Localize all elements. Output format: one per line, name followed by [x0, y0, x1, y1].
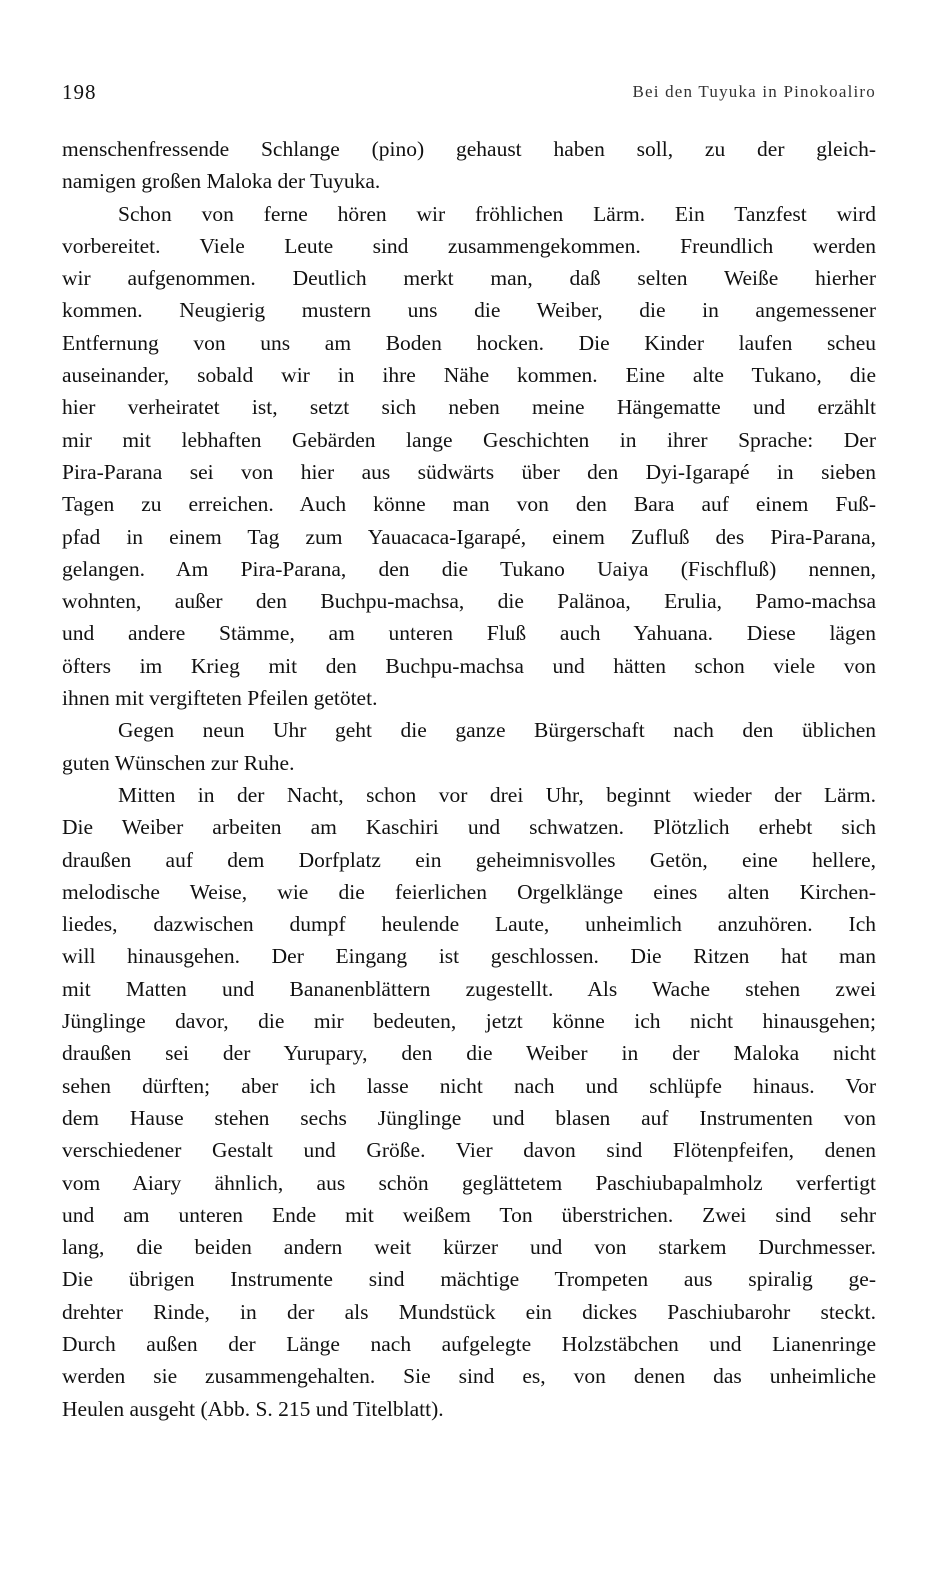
text-line: kommen. Neugierig mustern uns die Weiber, die in angemessener: [62, 298, 876, 323]
text-line: Entfernung von uns am Boden hocken. Die Kinder laufen scheu: [62, 330, 876, 355]
paragraph: [62, 714, 876, 779]
text-line: mir mit lebhaften Gebärden lange Geschichten in ihrer Sprache: Der: [62, 427, 876, 452]
text-line: Pira-Parana sei von hier aus südwärts über den Dyi-Igarapé in sieben: [62, 459, 876, 484]
body-text: [62, 133, 876, 1425]
running-head: Bei den Tuyuka in Pinokoaliro: [632, 82, 876, 101]
text-line: Heulen ausgeht (Abb. S. 215 und Titelblatt).: [62, 1396, 444, 1421]
text-line: verschiedener Gestalt und Größe. Vier davon sind Flötenpfeifen, denen: [62, 1138, 876, 1163]
text-line: will hinausgehen. Der Eingang ist geschlossen. Die Ritzen hat man: [62, 944, 876, 969]
text-line: Mitten in der Nacht, schon vor drei Uhr, beginnt wieder der Lärm.: [118, 782, 876, 807]
paragraph: [62, 779, 876, 1425]
text-line: lang, die beiden andern weit kürzer und von starkem Durchmesser.: [62, 1235, 876, 1260]
text-line: sehen dürften; aber ich lasse nicht nach und schlüpfe hinaus. Vor: [62, 1073, 876, 1098]
text-line: Tagen zu erreichen. Auch könne man von den Bara auf einem Fuß-: [62, 492, 876, 517]
text-line: auseinander, sobald wir in ihre Nähe kommen. Eine alte Tukano, die: [62, 363, 876, 388]
text-line: vorbereitet. Viele Leute sind zusammengekommen. Freundlich werden: [62, 233, 876, 258]
text-line: ihnen mit vergifteten Pfeilen getötet.: [62, 686, 378, 711]
text-line: Durch außen der Länge nach aufgelegte Holzstäbchen und Lianenringe: [62, 1331, 876, 1356]
text-line: mit Matten und Bananenblättern zugestellt. Als Wache stehen zwei: [62, 976, 876, 1001]
text-line: wir aufgenommen. Deutlich merkt man, daß selten Weiße hierher: [62, 266, 876, 291]
text-line: melodische Weise, wie die feierlichen Orgelklänge eines alten Kirchen-: [62, 879, 876, 904]
paragraph: [62, 198, 876, 715]
page-header: [62, 80, 876, 104]
text-line: werden sie zusammengehalten. Sie sind es, von denen das unheimliche: [62, 1364, 876, 1389]
text-line: draußen auf dem Dorfplatz ein geheimnisvolles Getön, eine hellere,: [62, 847, 876, 872]
text-line: guten Wünschen zur Ruhe.: [62, 750, 295, 775]
text-line: liedes, dazwischen dumpf heulende Laute, unheimlich anzuhören. Ich: [62, 912, 876, 937]
text-line: Gegen neun Uhr geht die ganze Bürgerschaft nach den üblichen: [118, 718, 876, 743]
text-line: pfad in einem Tag zum Yauacaca-Igarapé, einem Zufluß des Pira-Parana,: [62, 524, 876, 549]
text-line: gelangen. Am Pira-Parana, den die Tukano Uaiya (Fischfluß) nennen,: [62, 556, 876, 581]
text-line: namigen großen Maloka der Tuyuka.: [62, 169, 381, 194]
text-line: vom Aiary ähnlich, aus schön geglättetem Paschiubapalmholz verfertigt: [62, 1170, 876, 1195]
text-line: dem Hause stehen sechs Jünglinge und blasen auf Instrumenten von: [62, 1105, 876, 1130]
text-line: wohnten, außer den Buchpu-machsa, die Palänoa, Erulia, Pamo-machsa: [62, 589, 876, 614]
text-line: Die übrigen Instrumente sind mächtige Trompeten aus spiralig ge-: [62, 1267, 876, 1292]
text-line: Die Weiber arbeiten am Kaschiri und schwatzen. Plötzlich erhebt sich: [62, 815, 876, 840]
text-line: Schon von ferne hören wir fröhlichen Lärm. Ein Tanzfest wird: [118, 201, 876, 226]
text-line: und am unteren Ende mit weißem Ton überstrichen. Zwei sind sehr: [62, 1202, 876, 1227]
text-line: draußen sei der Yurupary, den die Weiber in der Maloka nicht: [62, 1041, 876, 1066]
text-line: öfters im Krieg mit den Buchpu-machsa und hätten schon viele von: [62, 653, 876, 678]
text-line: hier verheiratet ist, setzt sich neben meine Hängematte und erzählt: [62, 395, 876, 420]
page-number: 198: [62, 80, 97, 104]
text-line: und andere Stämme, am unteren Fluß auch Yahuana. Diese lägen: [62, 621, 876, 646]
text-line: menschenfressende Schlange (pino) gehaust haben soll, zu der gleich-: [62, 137, 876, 161]
text-line: Jünglinge davor, die mir bedeuten, jetzt könne ich nicht hinausgehen;: [62, 1009, 876, 1034]
text-line: drehter Rinde, in der als Mundstück ein dickes Paschiubarohr steckt.: [62, 1299, 876, 1324]
paragraph: [62, 133, 876, 198]
